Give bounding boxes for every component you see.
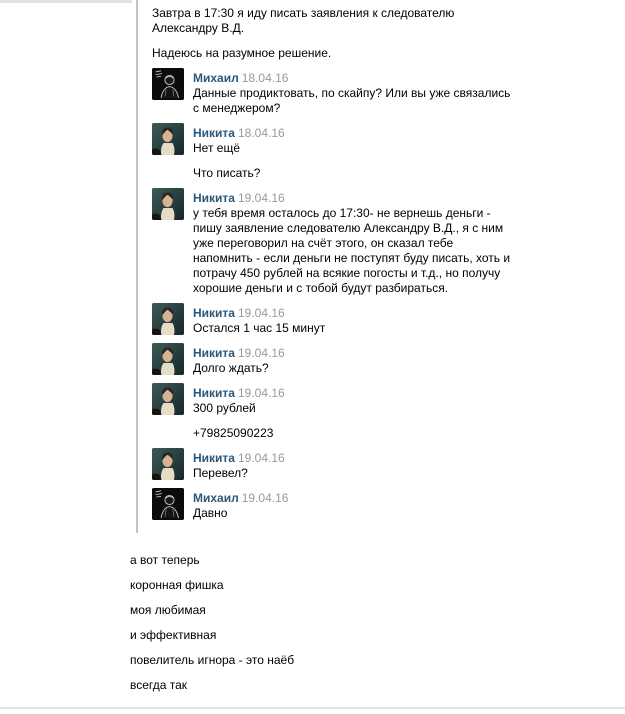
author-link[interactable]: Никита [193,451,235,465]
mikhail-avatar[interactable] [152,488,184,520]
nikita-avatar[interactable] [152,448,184,480]
message-text: Нет ещё [193,141,240,155]
message-row [152,123,582,181]
message-paragraphs [193,86,511,116]
message-paragraphs [193,466,511,481]
author-link[interactable]: Михаил [193,71,239,85]
selfie-photo-avatar [152,343,184,375]
author-link[interactable]: Никита [193,306,235,320]
caption-line: коронная фишка [130,578,224,592]
selfie-photo-avatar [152,303,184,335]
message-date: 19.04.16 [241,491,289,505]
message-body [193,303,511,336]
message-text: Надеюсь на разумное решение. [152,46,332,60]
message-text: Данные продиктовать, по скайпу? Или вы уже связались с менеджером? [193,86,511,115]
chat-message-area [152,0,582,521]
message-paragraphs [193,206,511,296]
message-text: Остался 1 час 15 минут [193,321,326,335]
message-header [193,68,511,86]
selfie-photo-avatar [152,448,184,480]
message-paragraphs [193,506,511,521]
message-row [152,343,582,376]
message-text: 300 рублей [193,401,256,415]
nikita-avatar[interactable] [152,123,184,155]
author-link[interactable]: Михаил [193,491,239,505]
message-date: 19.04.16 [237,306,285,320]
top-edge-strip [0,0,132,3]
author-link[interactable]: Никита [193,126,235,140]
nikita-avatar[interactable] [152,383,184,415]
message-header [193,188,511,206]
nikita-avatar[interactable] [152,343,184,375]
message-date: 19.04.16 [237,346,285,360]
selfie-photo-avatar [152,188,184,220]
message-row [152,448,582,481]
author-link[interactable]: Никита [193,346,235,360]
caption-line: всегда так [130,678,188,692]
message-date: 19.04.16 [237,386,285,400]
message-text: Завтра в 17:30 я иду писать заявления к следователю Александру В.Д. [152,6,455,35]
message-text: +79825090223 [193,426,274,440]
continuation-message [152,6,470,61]
sketch-portrait-avatar [152,68,184,100]
message-header [193,448,511,466]
caption-list [130,553,294,703]
caption-line: и эффективная [130,628,217,642]
message-header [193,383,511,401]
message-row [152,68,582,116]
message-date: 18.04.16 [237,126,285,140]
caption-line: повелитель игнора - это наёб [130,653,295,667]
message-paragraphs [193,401,511,441]
caption-line: а вот теперь [130,553,200,567]
message-paragraphs [193,141,511,181]
caption-line: моя любимая [130,603,206,617]
message-text: Долго ждать? [193,361,269,375]
message-header [193,303,511,321]
message-text: Давно [193,506,228,520]
message-date: 19.04.16 [237,451,285,465]
chat-left-border [136,0,138,533]
message-list [152,68,582,521]
message-paragraphs [193,321,511,336]
message-header [193,343,511,361]
nikita-avatar[interactable] [152,188,184,220]
author-link[interactable]: Никита [193,191,235,205]
message-date: 19.04.16 [237,191,285,205]
selfie-photo-avatar [152,383,184,415]
sketch-portrait-avatar [152,488,184,520]
message-row [152,383,582,441]
message-text: у тебя время осталось до 17:30- не вернешь деньги - пишу заявление следователю Александру В.Д., я с ним уже переговорил на счёт этого, он сказал тебе напомнить - если деньги не поступят буду писать, хоть и потрачу 450 рублей на всякие погосты и т.д., но получу хорошие деньги и с тобой будут разбираться. [193,206,511,295]
message-body [193,68,511,116]
message-body [193,343,511,376]
nikita-avatar[interactable] [152,303,184,335]
message-row [152,488,582,521]
message-body [193,188,511,296]
message-header [193,123,511,141]
bottom-divider [0,707,625,709]
message-body [193,123,511,181]
message-body [193,383,511,441]
selfie-photo-avatar [152,123,184,155]
message-body [193,488,511,521]
author-link[interactable]: Никита [193,386,235,400]
message-header [193,488,511,506]
message-row [152,188,582,296]
message-date: 18.04.16 [241,71,289,85]
message-body [193,448,511,481]
message-paragraphs [193,361,511,376]
message-text: Перевел? [193,466,248,480]
message-row [152,303,582,336]
mikhail-avatar[interactable] [152,68,184,100]
message-text: Что писать? [193,166,261,180]
